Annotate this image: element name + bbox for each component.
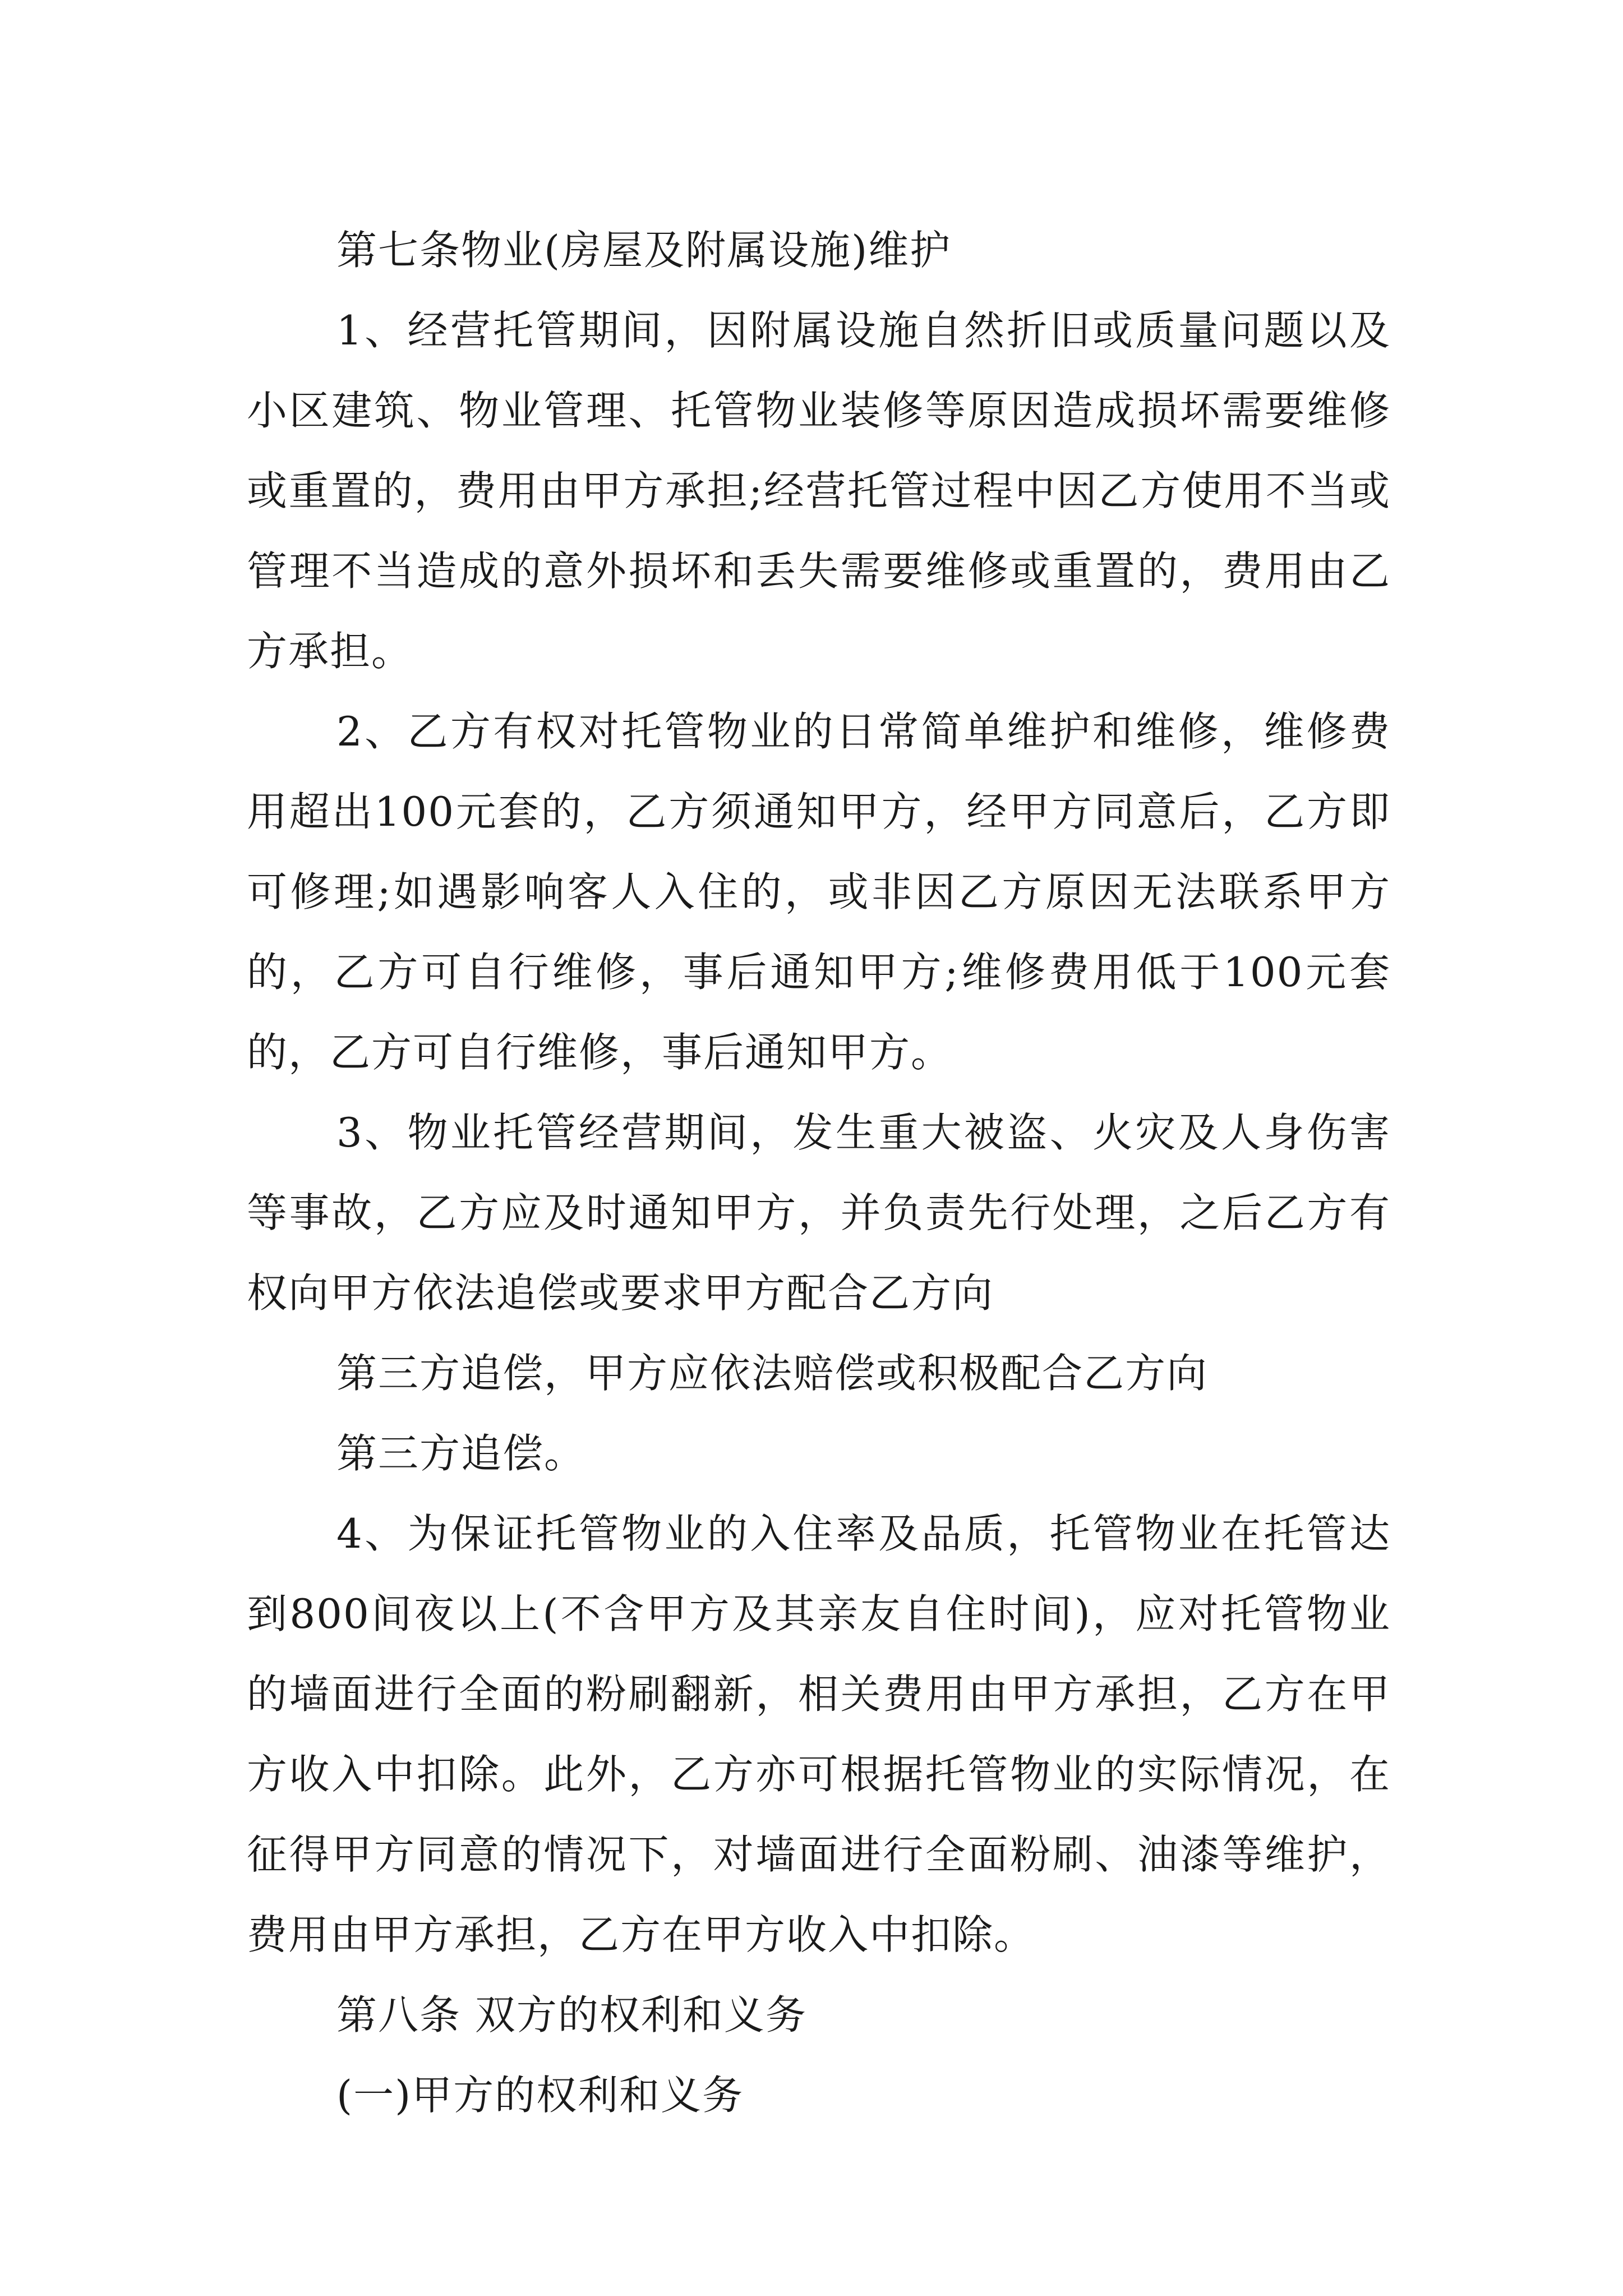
article-7-heading: 第七条物业(房屋及附属设施)维护	[336, 227, 952, 274]
article-8-heading: 第八条 双方的权利和义务	[336, 1991, 807, 2039]
clause-1-paragraph: 1、经营托管期间，因附属设施自然折旧或质量问题以及小区建筑、物业管理、托管物业装修等原因造成损坏需要维修或重置的，费用由甲方承担;经营托管过程中因乙方使用不当或管理不当造成的意外损坏和丢失需要维修或重置的，费用由乙方承担。	[247, 307, 1391, 675]
section-1-heading: (一)甲方的权利和义务	[336, 2072, 744, 2119]
clause-3-continuation-line-1: 第三方追偿，甲方应依法赔偿或积极配合乙方向	[336, 1350, 1209, 1397]
clause-2-paragraph: 2、乙方有权对托管物业的日常简单维护和维修，维修费用超出100元套的，乙方须通知甲方，经甲方同意后，乙方即可修理;如遇影响客人入住的，或非因乙方原因无法联系甲方的，乙方可自行维修，事后通知甲方;维修费用低于100元套的，乙方可自行维修，事后通知甲方。	[247, 708, 1391, 1076]
clause-3-continuation-line-2: 第三方追偿。	[336, 1430, 586, 1477]
document-body	[247, 210, 1391, 2136]
clause-4-paragraph: 4、为保证托管物业的入住率及品质，托管物业在托管达到800间夜以上(不含甲方及其亲友自住时间)，应对托管物业的墙面进行全面的粉刷翻新，相关费用由甲方承担，乙方在甲方收入中扣除。此外，乙方亦可根据托管物业的实际情况，在征得甲方同意的情况下，对墙面进行全面粉刷、油漆等维护，费用由甲方承担，乙方在甲方收入中扣除。	[247, 1510, 1391, 1958]
clause-3-paragraph: 3、物业托管经营期间，发生重大被盗、火灾及人身伤害等事故，乙方应及时通知甲方，并负责先行处理，之后乙方有权向甲方依法追偿或要求甲方配合乙方向	[247, 1109, 1391, 1317]
